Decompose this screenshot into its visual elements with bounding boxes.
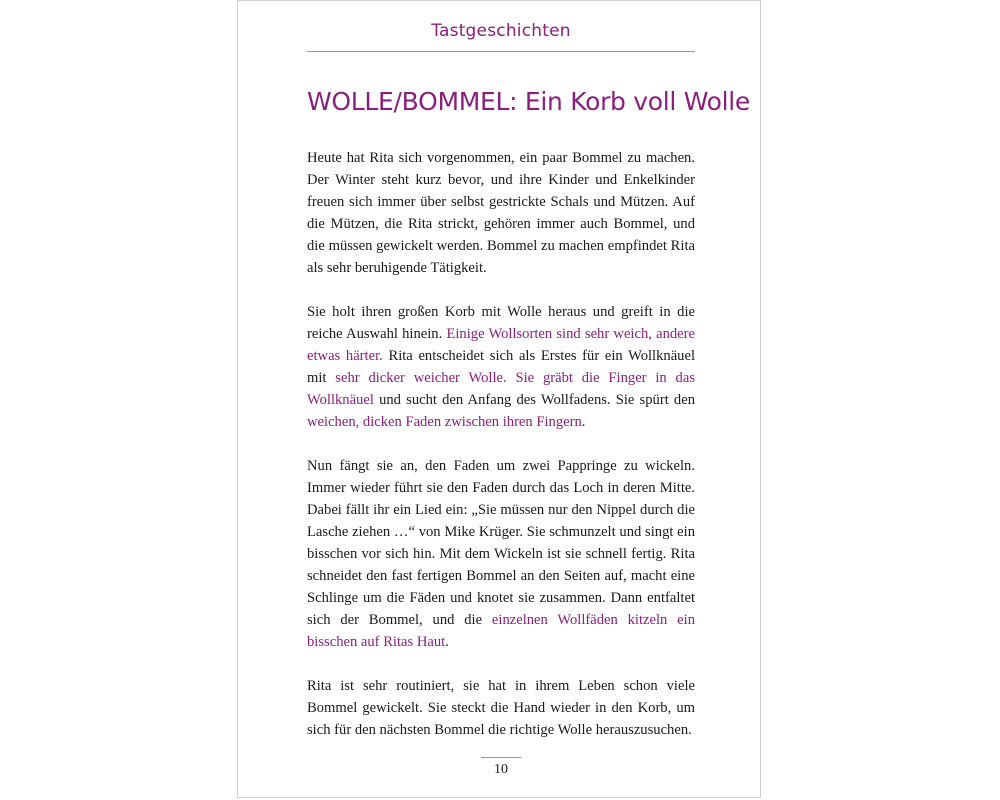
paragraph-text: . [581,414,586,430]
paragraph-4 [307,675,695,741]
running-header: Tastgeschichten [431,21,571,41]
page-number: 10 [494,762,508,777]
paragraph-text: Sie holt ihren großen Korb mit Wolle heraus und greift in die reiche Auswahl hinein. [307,304,695,342]
highlighted-text: einzelnen Wollfäden kitzeln ein bisschen auf Ritas Haut [307,612,695,650]
paragraph-1 [307,147,695,279]
book-page [237,0,761,798]
paragraph-text: Rita entscheidet sich als Erstes für ein Wollknäuel mit [307,348,696,386]
highlighted-text: Sie gräbt die Finger in das Wollknäuel [307,370,695,408]
header-divider [307,51,695,52]
paragraph-text: Nun fängt sie an, den Faden um zwei Pappringe zu wickeln. Immer wieder führt sie den Faden durch das Loch in deren Mitte. Dabei fällt ihr ein Lied ein: „Sie müssen nur den Nippel durch die Lasche ziehen …“ von Mike Krüger. Sie schmunzelt und singt ein bisschen vor sich hin. Mit dem Wickeln ist sie schnell fertig. Rita schneidet den fast fertigen Bommel an den Seiten auf, macht eine Schlinge um die Fäden und knotet sie zusammen. Dann entfaltet sich der Bommel, und die [307,458,695,628]
highlighted-text: weichen, dicken Faden zwischen ihren Fingern [307,414,582,430]
paragraph-text: Heute hat Rita sich vorgenommen, ein paar Bommel zu machen. Der Winter steht kurz bevor, und ihre Kinder und Enkelkinder freuen sich immer über selbst gestrickte Schals und Mützen. Auf die Mützen, die Rita strickt, gehören immer auch Bommel, und die müssen gewickelt werden. Bommel zu machen empfindet Rita als sehr beruhigende Tätigkeit. [307,150,695,276]
highlighted-text: sehr dicker weicher Wolle. [335,370,507,386]
paragraph-3 [307,455,695,653]
paragraph-text: Rita ist sehr routiniert, sie hat in ihrem Leben schon viele Bommel gewickelt. Sie steckt die Hand wieder in den Korb, um sich für den nächsten Bommel die richtige Wolle herauszusuchen. [307,678,695,738]
paragraph-text: und sucht den Anfang des Wollfadens. Sie spürt den [373,392,695,408]
body-text [307,147,695,763]
chapter-title: WOLLE/BOMMEL: Ein Korb voll Wolle [307,87,751,116]
paragraph-text: . [445,634,449,650]
highlighted-text: Einige Wollsorten sind sehr weich, andere etwas härter. [307,326,695,364]
footer-divider [481,757,521,758]
paragraph-2 [307,301,695,433]
